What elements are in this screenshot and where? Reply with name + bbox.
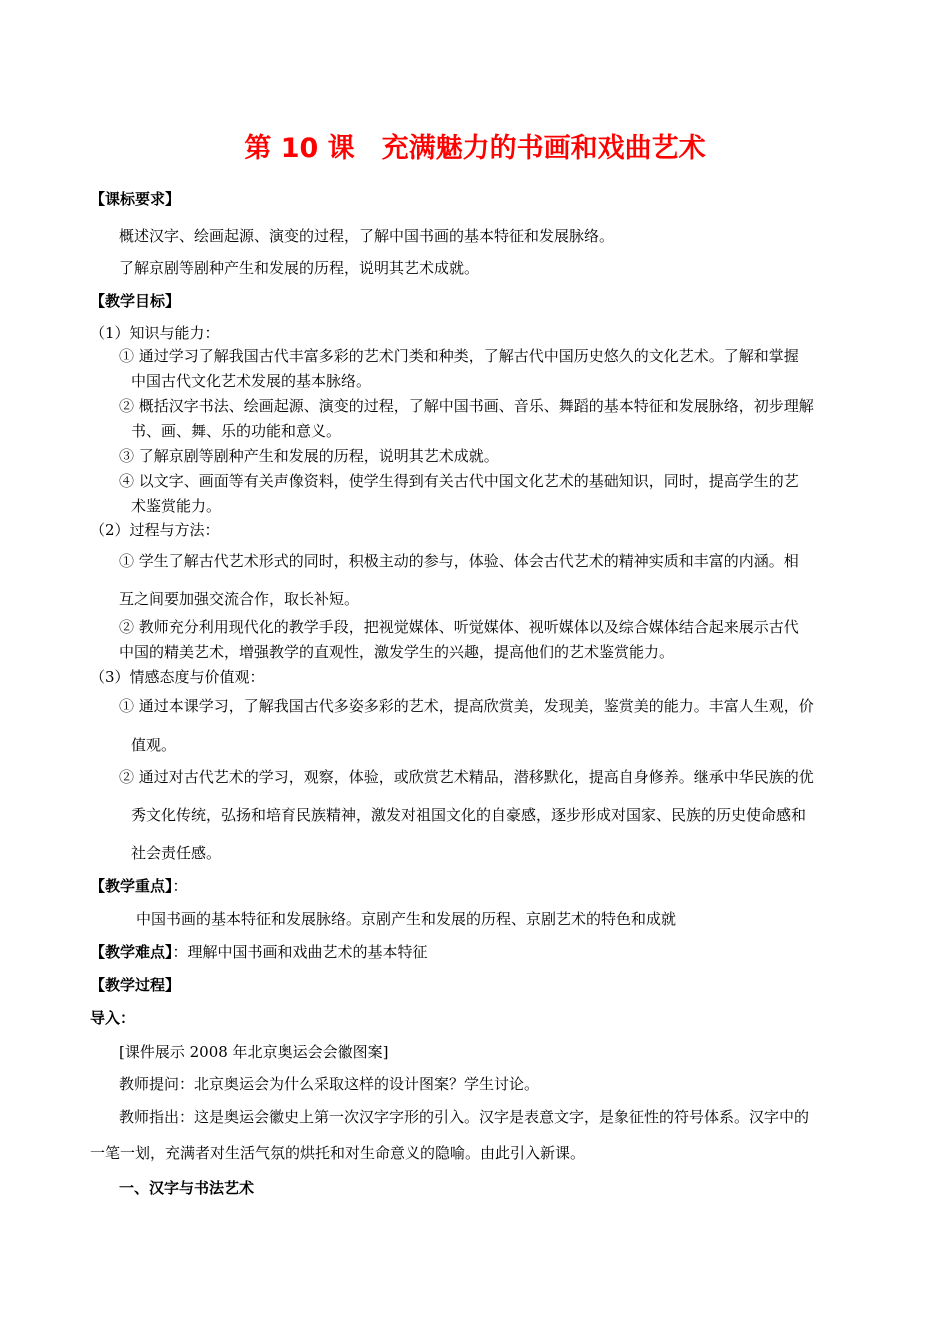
process-heading: 【教学过程】 — [90, 976, 181, 994]
objectives-s1-line: 术鉴赏能力。 — [131, 497, 222, 515]
objectives-section-2-title: （2）过程与方法： — [90, 521, 220, 539]
difficulties-text: ：理解中国书画和戏曲艺术的基本特征 — [172, 943, 428, 961]
process-line: 教师提问：北京奥运会为什么采取这样的设计图案？学生讨论。 — [119, 1075, 540, 1093]
objectives-s1-line: ③ 了解京剧等剧种产生和发展的历程，说明其艺术成就。 — [119, 447, 499, 465]
objectives-heading: 【教学目标】 — [90, 292, 181, 310]
objectives-s1-line: ② 概括汉字书法、绘画起源、演变的过程，了解中国书画、音乐、舞蹈的基本特征和发展脉络，初步理解 — [119, 397, 814, 415]
key-points-heading-row — [90, 876, 188, 896]
objectives-s2-line: 互之间要加强交流合作，取长补短。 — [119, 590, 360, 608]
difficulties-heading: 【教学难点】 — [90, 943, 173, 961]
process-line: 教师指出：这是奥运会徽史上第一次汉字字形的引入。汉字是表意文字，是象征性的符号体系。汉字中的 — [119, 1108, 810, 1126]
objectives-s3-line: ① 通过本课学习，了解我国古代多姿多彩的艺术，提高欣赏美，发现美，鉴赏美的能力。丰富人生观，价 — [119, 697, 814, 715]
curriculum-heading: 【课标要求】 — [90, 190, 181, 208]
objectives-s3-line: 社会责任感。 — [131, 844, 222, 862]
objectives-section-3-title: （3）情感态度与价值观： — [90, 668, 265, 686]
section-1-heading: 一、汉字与书法艺术 — [119, 1179, 255, 1197]
key-points-text: 中国书画的基本特征和发展脉络。京剧产生和发展的历程、京剧艺术的特色和成就 — [136, 910, 677, 928]
difficulties-row — [90, 942, 428, 962]
lesson-title: 第 10 课 充满魅力的书画和戏曲艺术 — [244, 133, 706, 164]
objectives-s1-line: ④ 以文字、画面等有关声像资料，使学生得到有关古代中国文化艺术的基础知识，同时，提高学生的艺 — [119, 472, 799, 490]
objectives-s2-line: ② 教师充分利用现代化的教学手段，把视觉媒体、听觉媒体、视听媒体以及综合媒体结合起来展示古代 — [119, 618, 799, 636]
key-points-colon: ： — [172, 877, 188, 895]
objectives-s2-line: 中国的精美艺术，增强教学的直观性，激发学生的兴趣，提高他们的艺术鉴赏能力。 — [119, 643, 675, 661]
objectives-s2-line: ① 学生了解古代艺术形式的同时，积极主动的参与，体验、体会古代艺术的精神实质和丰富的内涵。相 — [119, 552, 799, 570]
process-line: 一笔一划，充满者对生活气氛的烘托和对生命意义的隐喻。由此引入新课。 — [90, 1144, 586, 1162]
objectives-s1-line: 中国古代文化艺术发展的基本脉络。 — [131, 372, 372, 390]
objectives-s1-line: 书、画、舞、乐的功能和意义。 — [131, 422, 342, 440]
objectives-s3-line: 值观。 — [131, 736, 177, 754]
objectives-s1-line: ① 通过学习了解我国古代丰富多彩的艺术门类和种类，了解古代中国历史悠久的文化艺术。了解和掌握 — [119, 347, 799, 365]
process-line: [课件展示 2008 年北京奥运会会徽图案] — [119, 1043, 389, 1061]
objectives-section-1-title: （1）知识与能力： — [90, 324, 220, 342]
curriculum-line-1: 概述汉字、绘画起源、演变的过程，了解中国书画的基本特征和发展脉络。 — [119, 227, 615, 245]
objectives-s3-line: 秀文化传统，弘扬和培育民族精神，激发对祖国文化的自豪感，逐步形成对国家、民族的历史使命感和 — [131, 806, 807, 824]
curriculum-line-2: 了解京剧等剧种产生和发展的历程，说明其艺术成就。 — [119, 259, 480, 277]
key-points-heading: 【教学重点】 — [90, 877, 173, 895]
intro-title: 导入： — [90, 1009, 136, 1027]
objectives-s3-line: ② 通过对古代艺术的学习，观察，体验，或欣赏艺术精品，潜移默化，提高自身修养。继承中华民族的优 — [119, 768, 814, 786]
